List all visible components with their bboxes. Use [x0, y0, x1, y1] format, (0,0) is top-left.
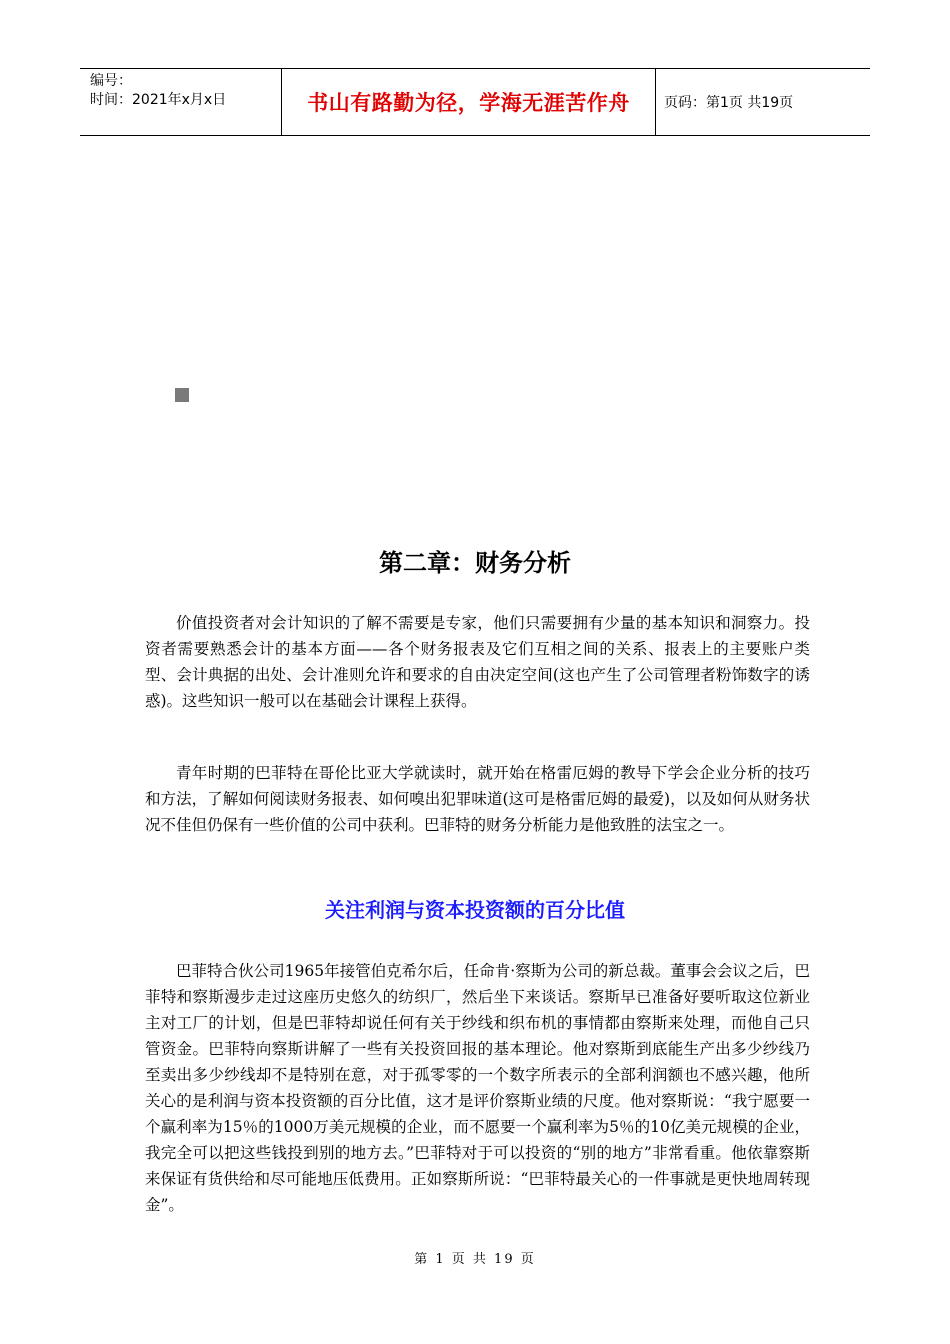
section-title: 关注利润与资本投资额的百分比值: [325, 898, 625, 922]
paragraph-berkshire-chase: 巴菲特合伙公司1965年接管伯克希尔后，任命肯·察斯为公司的新总裁。董事会会议之后，巴菲特和察斯漫步走过这座历史悠久的纺织厂，然后坐下来谈话。察斯早已准备好要听取这位新业主对工厂的计划，但是巴菲特却说任何有关于纱线和织布机的事情都由察斯来处理，而他自己只管资金。巴菲特向察斯讲解了一些有关投资回报的基本理论。他对察斯到底能生产出多少纱线乃至卖出多少纱线却不是特别在意，对于孤零零的一个数字所表示的全部利润额也不感兴趣，他所关心的是利润与资本投资额的百分比值，这才是评价察斯业绩的尺度。他对察斯说：“我宁愿要一个赢利率为15％的1000万美元规模的企业，而不愿要一个赢利率为5％的10亿美元规模的企业，我完全可以把这些钱投到别的地方去。”巴菲特对于可以投资的“别的地方”非常看重。他依靠察斯来保证有货供给和尽可能地压低费用。正如察斯所说：“巴菲特最关心的一件事就是更快地周转现金”。: [145, 962, 810, 1214]
document-date: 时间：2021年x月x日: [90, 92, 227, 108]
chapter-title: 第二章：财务分析: [379, 549, 571, 577]
paragraph-accounting-knowledge: 价值投资者对会计知识的了解不需要是专家，他们只需要拥有少量的基本知识和洞察力。投资者需要熟悉会计的基本方面——各个财务报表及它们互相之间的关系、报表上的主要账户类型、会计典据的出处、会计准则允许和要求的自由决定空间(这也产生了公司管理者粉饰数字的诱惑)。这些知识一般可以在基础会计课程上获得。: [145, 614, 810, 710]
document-number-label: 编号：: [90, 73, 132, 89]
header-motto: 书山有路勤为径，学海无涯苦作舟: [282, 69, 656, 135]
header-page-code: 页码：第1页 共19页: [664, 95, 794, 111]
paragraph-buffett-youth: 青年时期的巴菲特在哥伦比亚大学就读时，就开始在格雷厄姆的教导下学会企业分析的技巧和方法，了解如何阅读财务报表、如何嗅出犯罪味道(这可是格雷厄姆的最爱)，以及如何从财务状况不佳但仍保有一些价值的公司中获利。巴菲特的财务分析能力是他致胜的法宝之一。: [145, 764, 810, 834]
header-info-cell: [80, 69, 282, 135]
square-bullet-icon: [175, 388, 189, 402]
page-footer: 第 1 页 共 19 页: [414, 1252, 536, 1267]
header-table: [80, 68, 870, 136]
